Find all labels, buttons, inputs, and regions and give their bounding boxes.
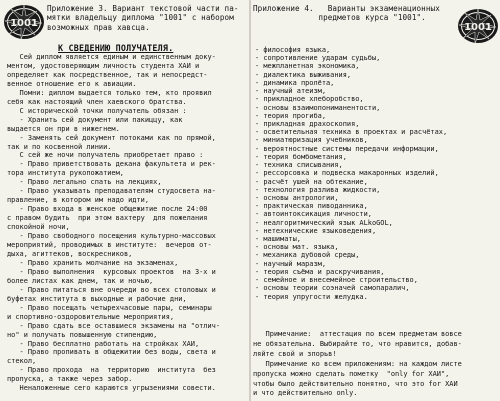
exam-subject-item: - сопротивление ударам судьбы, (255, 54, 381, 63)
exam-subject-list (255, 46, 495, 301)
body-line: Сей диплом является единым и единственным доку- (7, 53, 216, 61)
appendix-line: Приложение 3. Вариант текстовой части па- (47, 4, 239, 13)
exam-subject-item: - философия языка, (255, 46, 331, 54)
emblem-1001-logo-left (2, 2, 46, 42)
body-line: стекол, (7, 357, 37, 366)
exam-subject-item: - автоинтоксикация личности, (255, 210, 372, 219)
body-line: - Заменять сей документ потоками как по прямой, (7, 133, 216, 142)
appendix-line: предметов курса "1001". (253, 13, 426, 23)
body-line: - Право прохода на территорию института без (7, 366, 216, 375)
body-line: - Право бесплатно работать на стройках ХАИ, (7, 339, 200, 348)
body-line: - Право сдать все оставшиеся экзамены на "отлич- (7, 321, 221, 330)
emblem-1001-logo-right (456, 6, 500, 46)
body-line: буфетах института в выходные и рабочие дни, (7, 294, 187, 303)
exam-subject-item: - осветительная техника в проектах и расчётах, (255, 128, 448, 137)
body-line: выдается он при в нижегнем. (7, 124, 120, 133)
exam-subject-item: - прикладное хлеборобство, (255, 95, 364, 104)
note-line: пропуска можно сделать пометку "only for XAИ", (253, 369, 450, 378)
body-line: - Право указывать преподавателям студосвета на- (7, 187, 216, 196)
exam-subject-item: - семейное и внесемейное строительство, (255, 276, 418, 285)
exam-subject-item: - динамика пролёта, (255, 78, 335, 87)
body-line: Помни: диплом выдается только тем, кто проявил (7, 88, 212, 97)
appendix-4-heading (253, 4, 447, 23)
exam-subject-item: - научный атеизм, (255, 87, 327, 96)
body-line: - Право приветствовать декана факультета и рек- (7, 160, 216, 169)
body-line: - Право пропивать в общежитии без воды, света и (7, 348, 216, 357)
body-line: - Право свободного посещения культурно-массовых (7, 232, 216, 241)
appendix-line: мятки владельцу диплома "1001" с набором (47, 13, 234, 23)
body-line: - Право выполнения курсовых проектов на 3-х и (7, 267, 216, 276)
body-line: Неналоженные сего караются угрызениями совести. (7, 384, 216, 393)
right-page (251, 0, 500, 401)
exam-subject-item: - основы антрологии, (255, 193, 339, 202)
notes-section (253, 330, 495, 398)
body-line: - Право легально спать на лекциях, (7, 178, 162, 187)
body-line: себя как настоящий член хаевского братства. (7, 97, 187, 106)
body-line: дыха, агиттеков, воскресников, (7, 249, 133, 258)
exam-subject-item: - расчёт ушей на обтекание, (255, 177, 368, 186)
exam-subject-item: - вероятностные системы передачи информации, (255, 144, 439, 153)
note-line: чтобы было действительно понятно, что это for ХАИ (253, 379, 458, 388)
exam-subject-item: - неалгоритмический язык ALkoGOL, (255, 218, 393, 227)
exam-subject-item: - миниатюризация учебников, (255, 136, 368, 145)
body-line: - Право питаться вне очереди во всех столовых и (7, 285, 216, 294)
appendix-line: Приложение 4. Варианты экзаменационных (253, 4, 440, 13)
exam-subject-item: - практическая пиводанника, (255, 202, 368, 211)
body-line: - Право входа в женское общежитие после 24:00 (7, 205, 208, 214)
body-line: но" и получать повышенную стипендию, (7, 330, 158, 339)
body-line: так и по косвенной линии. (7, 142, 112, 151)
exam-subject-item: - механика дубовой среды, (255, 251, 360, 260)
body-line: - Хранить сей документ или пакиццу, как (7, 115, 183, 124)
note-line: ляйте свой и зпорьв! (253, 349, 337, 358)
body-line: определяет как посредственное, так и непосредст- (7, 70, 208, 79)
note-line: Примечание ко всем приложениям: на каждом листе (253, 359, 462, 368)
notice-title: К СВЕДЕНИЮ ПОЛУЧАТЕЛЯ. (58, 43, 174, 53)
exam-subject-item: - машиматы, (255, 235, 301, 244)
body-line: и спортивно-оздоровительные мероприятия, (7, 312, 175, 321)
body-line: мероприятий, проводимых в институте: вечеров от- (7, 241, 212, 250)
exam-subject-item: - теория бомбометания, (255, 152, 347, 161)
body-line: - Право посещать четырехчасовые пары, семинары (7, 303, 212, 312)
body-line: более листах как днем, так и ночью, (7, 276, 154, 285)
body-line: с правом будить при этом вахтеру для пожелания (7, 214, 208, 223)
body-line: - Право хранить молчание на экзаменах, (7, 258, 179, 267)
exam-subject-item: - теория упругости желудка. (255, 292, 368, 301)
exam-subject-item: - диалектика выживания, (255, 70, 352, 79)
note-line: Примечание: аттестация по всем предметам вовсе (253, 330, 462, 338)
note-line: не обязательна. Выбирайте то, что нравится, добав- (253, 339, 462, 348)
exam-subject-item: - теория прогиба, (255, 111, 327, 120)
exam-subject-item: - основы теории соэначей самопаралич, (255, 284, 410, 293)
svg-text:1001: 1001 (464, 22, 492, 33)
exam-subject-item: - прикладная драхоскопия, (255, 119, 360, 128)
exam-subject-item: - рессорсовка и подвеска макаронных изделий, (255, 169, 439, 178)
body-line: пропуска, а также через забор. (7, 375, 133, 384)
body-line: правление, в котором им надо идти, (7, 196, 150, 205)
body-line: спокойной ночи, (7, 223, 70, 232)
notice-body (7, 53, 245, 393)
left-page (0, 0, 249, 401)
exam-subject-item: - техника списывания, (255, 161, 343, 170)
note-line: и что действительно only. (253, 389, 358, 398)
exam-subject-item: - основы взаимопониманентости, (255, 103, 381, 112)
exam-subject-item: - научный маразм, (255, 259, 327, 268)
exam-subject-item: - технология разлива жидкости, (255, 185, 381, 194)
body-line: С сей же ночи получатель приобретает право : (7, 151, 204, 160)
exam-subject-item: - нетехнические языковедения, (255, 226, 377, 235)
exam-subject-item: - основы мат. языка, (255, 243, 339, 252)
appendix-line: возможных прав хавсца. (47, 22, 150, 32)
exam-subject-item: - теория съёма и раскручивания, (255, 267, 385, 276)
body-line: С исторической точки получатель обязан : (7, 106, 187, 115)
body-line: тора института рукопожатием, (7, 169, 124, 178)
svg-text:1001: 1001 (10, 18, 38, 29)
body-line: ментом, удостоверяющим личность студента ХАИ и (7, 61, 200, 70)
exam-subject-item: - межпланетная экономика, (255, 62, 360, 71)
appendix-3-heading (47, 4, 243, 32)
body-line: венное отношение его к авиации. (7, 79, 137, 88)
